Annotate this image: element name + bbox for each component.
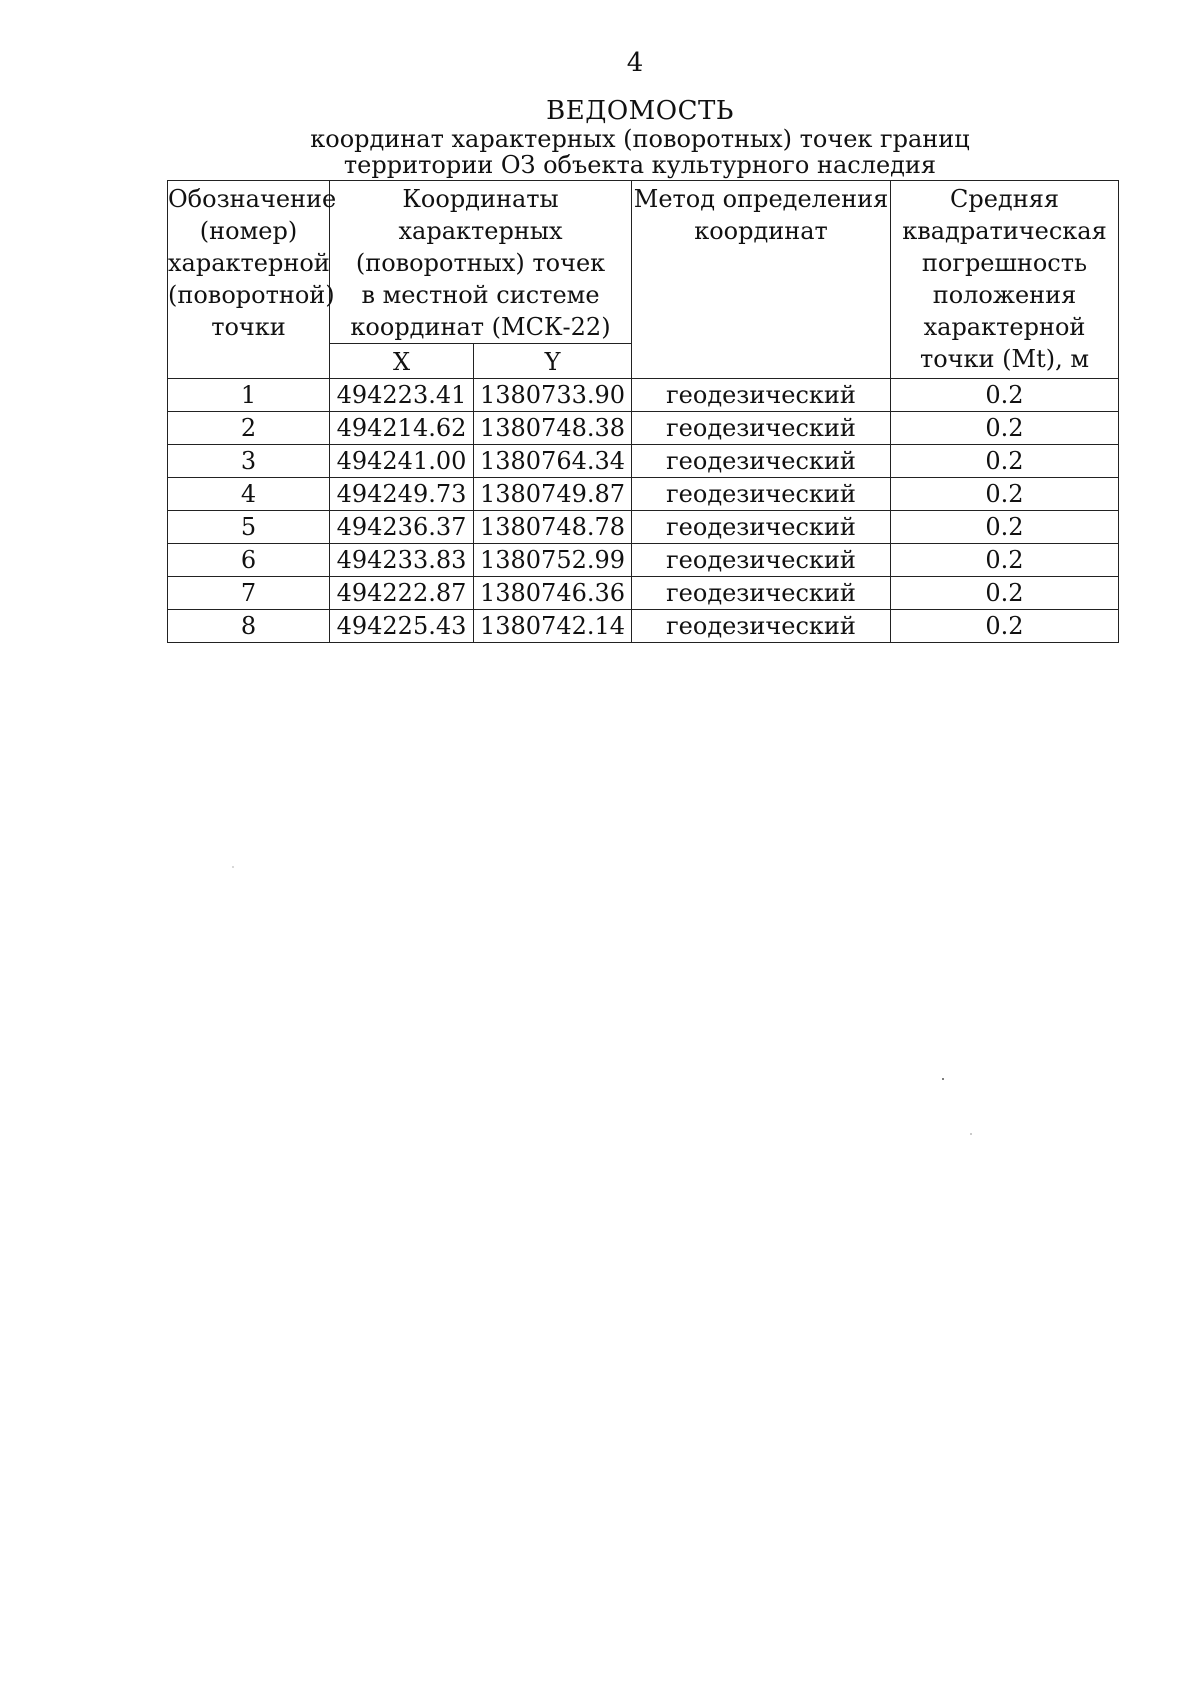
cell-mt: 0.2: [891, 511, 1119, 544]
cell-method: геодезический: [632, 445, 891, 478]
cell-x: 494222.87: [330, 577, 474, 610]
cell-y: 1380748.78: [474, 511, 632, 544]
cell-x: 494225.43: [330, 610, 474, 643]
cell-n: 4: [168, 478, 330, 511]
header-y: Y: [474, 344, 632, 379]
cell-y: 1380764.34: [474, 445, 632, 478]
cell-method: геодезический: [632, 544, 891, 577]
cell-mt: 0.2: [891, 379, 1119, 412]
cell-method: геодезический: [632, 379, 891, 412]
header-method: Метод определения координат: [632, 181, 891, 379]
document-subtitle-line1: координат характерных (поворотных) точек границ: [310, 125, 970, 153]
cell-x: 494233.83: [330, 544, 474, 577]
document-subtitle-line2: территории ОЗ объекта культурного наследия: [343, 151, 937, 179]
cell-method: геодезический: [632, 412, 891, 445]
table-header-row: [168, 181, 1119, 344]
table-row: [168, 412, 1119, 445]
cell-method: геодезический: [632, 610, 891, 643]
scan-speck: [942, 1078, 944, 1080]
cell-method: геодезический: [632, 577, 891, 610]
cell-y: 1380733.90: [474, 379, 632, 412]
header-error: Средняя квадратическая погрешность положения характерной точки (Mt), м: [891, 181, 1119, 379]
table-row: [168, 478, 1119, 511]
table-row: [168, 544, 1119, 577]
cell-n: 8: [168, 610, 330, 643]
table-row: [168, 577, 1119, 610]
cell-n: 5: [168, 511, 330, 544]
cell-mt: 0.2: [891, 478, 1119, 511]
table-body: [168, 379, 1119, 643]
header-designation: Обозначение (номер) характерной (поворотной) точки: [168, 181, 330, 379]
cell-method: геодезический: [632, 478, 891, 511]
cell-n: 2: [168, 412, 330, 445]
table-row: [168, 379, 1119, 412]
table-row: [168, 610, 1119, 643]
cell-n: 1: [168, 379, 330, 412]
cell-y: 1380746.36: [474, 577, 632, 610]
coordinates-table: [167, 180, 1119, 643]
cell-x: 494223.41: [330, 379, 474, 412]
cell-x: 494214.62: [330, 412, 474, 445]
cell-y: 1380752.99: [474, 544, 632, 577]
header-x: X: [330, 344, 474, 379]
cell-n: 3: [168, 445, 330, 478]
cell-mt: 0.2: [891, 445, 1119, 478]
cell-mt: 0.2: [891, 610, 1119, 643]
table-row: [168, 511, 1119, 544]
scan-speck: [970, 1133, 972, 1135]
cell-n: 7: [168, 577, 330, 610]
cell-x: 494236.37: [330, 511, 474, 544]
cell-mt: 0.2: [891, 577, 1119, 610]
cell-method: геодезический: [632, 511, 891, 544]
cell-x: 494241.00: [330, 445, 474, 478]
document-title: ВЕДОМОСТЬ: [546, 96, 734, 126]
cell-n: 6: [168, 544, 330, 577]
cell-mt: 0.2: [891, 544, 1119, 577]
cell-mt: 0.2: [891, 412, 1119, 445]
cell-y: 1380749.87: [474, 478, 632, 511]
page-number: 4: [626, 48, 644, 78]
header-coordinates: Координаты характерных (поворотных) точек в местной системе координат (МСК-22): [330, 181, 632, 344]
cell-y: 1380742.14: [474, 610, 632, 643]
cell-y: 1380748.38: [474, 412, 632, 445]
cell-x: 494249.73: [330, 478, 474, 511]
scan-speck: [232, 866, 234, 868]
table-row: [168, 445, 1119, 478]
